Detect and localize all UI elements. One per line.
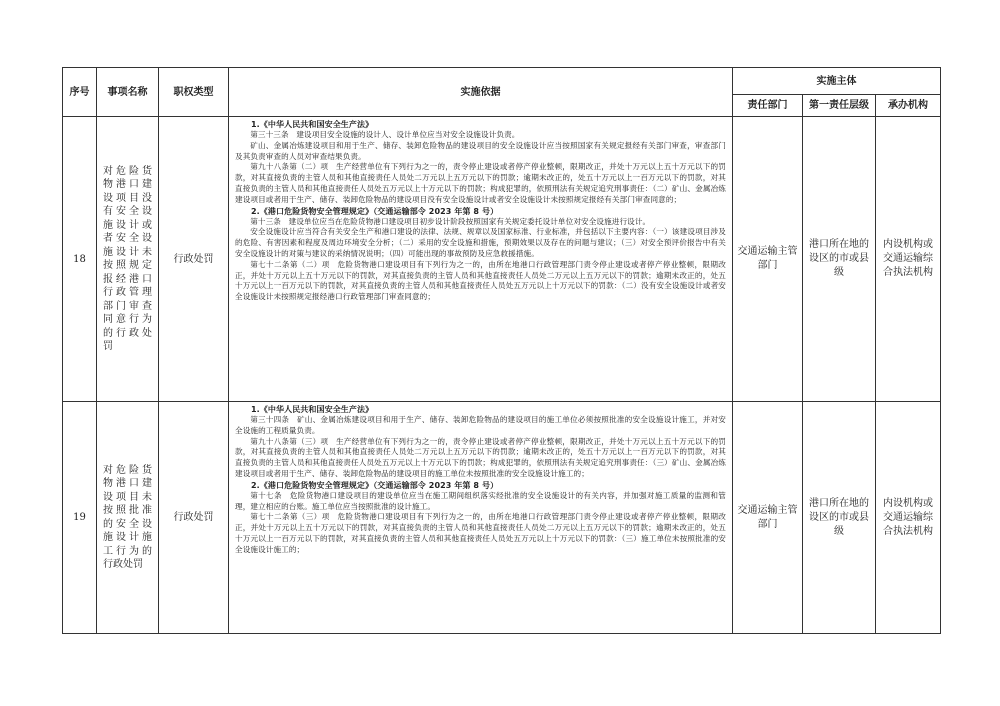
basis-paragraph: 第十三条 建设单位应当在危险货物港口建设项目初步设计阶段按照国家有关规定委托设计单位对安全设施进行设计。: [250, 216, 651, 226]
basis-paragraph: 第七十二条第（三）项 危险货物港口建设项目有下列行为之一的，由所在地港口行政管理部门责令停止建设或者停产停业整顿，限期改正，并处十万元以上五十万元以下的罚款，对其直接负责的主管人员和其他直接责任人员处二万元以上五万元以下的罚款；逾期未改正的，处五十万元以上一百万元以下的罚款，对其直接负责的主管人员和其他直接责任人员处五万元以上十万元以下的罚款：（三）施工单位未按照批准的安全设施设计施工的；: [235, 512, 726, 554]
header-item-name: 事项名称: [97, 68, 159, 117]
row-dept: 交通运输主管部门: [733, 117, 803, 402]
row-level: 港口所在地的设区的市或县级: [803, 117, 876, 402]
enforcement-items-table: [62, 67, 941, 634]
basis-law-title: 1.《中华人民共和国安全生产法》: [251, 405, 374, 414]
basis-law-title: 1.《中华人民共和国安全生产法》: [251, 120, 374, 129]
basis-paragraph: 第九十八条第（三）项 生产经营单位有下列行为之一的，责令停止建设或者停产停业整顿，限期改正，并处十万元以上五十万元以下的罚款，对其直接负责的主管人员和其他直接责任人员处二万元以上五万元以下的罚款；逾期未改正的，处五十万元以上一百万元以下的罚款，对其直接负责的主管人员和其他直接责任人员处五万元以上十万元以下的罚款；构成犯罪的，依照刑法有关规定追究刑事责任：（三）矿山、金属冶炼建设项目或者用于生产、储存、装卸危险物品的建设项目的施工单位未按照批准的安全设施设计施工的；: [235, 436, 726, 478]
header-basis: 实施依据: [229, 68, 733, 117]
row-dept: 交通运输主管部门: [733, 402, 803, 634]
row-level: 港口所在地的设区的市或县级: [803, 402, 876, 634]
header-seq: 序号: [63, 68, 97, 117]
basis-law-title: 2.《港口危险货物安全管理规定》（交通运输部令 2023 年第 8 号）: [251, 206, 499, 216]
row-item-name: 对危险货物港口建设项目未按照批准的安全设施设计施工行为的行政处罚: [97, 402, 159, 634]
row-basis: [229, 402, 733, 634]
row-org: 内设机构或交通运输综合执法机构: [876, 402, 941, 634]
row-org: 内设机构或交通运输综合执法机构: [876, 117, 941, 402]
basis-paragraph: 第三十三条 建设项目安全设施的设计人、设计单位应当对安全设施设计负责。: [250, 130, 520, 139]
basis-paragraph: 第三十四条 矿山、金属冶炼建设项目和用于生产、储存、装卸危险物品的建设项目的施工单位必须按照批准的安全设施设计施工，并对安全设施的工程质量负责。: [235, 415, 726, 435]
header-dept: 责任部门: [733, 95, 803, 117]
basis-paragraph: 第九十八条第（二）项 生产经营单位有下列行为之一的，责令停止建设或者停产停业整顿，限期改正，并处十万元以上五十万元以下的罚款，对其直接负责的主管人员和其他直接责任人员处二万元以上五万元以下的罚款；逾期未改正的，处五十万元以上一百万元以下的罚款，对其直接负责的主管人员和其他直接责任人员处五万元以上十万元以下的罚款；构成犯罪的，依照刑法有关规定追究刑事责任：（二）矿山、金属冶炼建设项目或者用于生产、储存、装卸危险物品的建设项目没有安全设施设计或者安全设施设计未按照规定报经有关部门审查同意的；: [235, 162, 726, 204]
basis-paragraph: 第七十二条第（二）项 危险货物港口建设项目有下列行为之一的，由所在地港口行政管理部门责令停止建设或者停产停业整顿，限期改正，并处十万元以上五十万元以下的罚款，对其直接负责的主管人员和其他直接责任人员处二万元以上五万元以下的罚款；逾期未改正的，处五十万元以上一百万元以下的罚款，对其直接负责的主管人员和其他直接责任人员处五万元以上十万元以下的罚款：（二）没有安全设施设计或者安全设施设计未按照规定报经港口行政管理部门审查同意的；: [235, 259, 726, 302]
basis-paragraph: 第十七条 危险货物港口建设项目的建设单位应当在施工期间组织落实经批准的安全设施设计的有关内容，并加强对施工质量的监测和管理，建立相应的台账。施工单位应当按照批准的设计施工。: [235, 490, 726, 511]
basis-paragraph: 矿山、金属冶炼建设项目和用于生产、储存、装卸危险物品的建设项目的安全设施设计应当按照国家有关规定报经有关部门审查，审查部门及其负责审查的人员对审查结果负责。: [235, 140, 726, 161]
row-basis: [229, 117, 733, 402]
row-power-type: 行政处罚: [159, 117, 229, 402]
header-subject: 实施主体: [733, 68, 941, 95]
table-row: [63, 402, 941, 634]
header-level: 第一责任层级: [803, 95, 876, 117]
basis-law-title: 2.《港口危险货物安全管理规定》（交通运输部令 2023 年第 8 号）: [251, 480, 499, 490]
table-row: [63, 117, 941, 402]
header-org: 承办机构: [876, 95, 941, 117]
row-power-type: 行政处罚: [159, 402, 229, 634]
basis-paragraph: 安全设施设计应当符合有关安全生产和港口建设的法律、法规、规章以及国家标准、行业标准，并包括以下主要内容：（一）该建设项目涉及的危险、有害因素和程度及周边环境安全分析；（二）采用的安全设施和措施，预期效果以及存在的问题与建议；（三）对安全预评价报告中有关安全设施设计的对策与建议的采纳情况说明；（四）可能出现的事故预防及应急救援措施。: [235, 227, 726, 258]
row-item-name: 对危险货物港口建设项目没有安全设施设计或者安全设施设计未按照规定报经港口行政管理部门审查同意行为的行政处罚: [97, 117, 159, 402]
header-power-type: 职权类型: [159, 68, 229, 117]
row-seq: 18: [63, 117, 97, 402]
row-seq: 19: [63, 402, 97, 634]
